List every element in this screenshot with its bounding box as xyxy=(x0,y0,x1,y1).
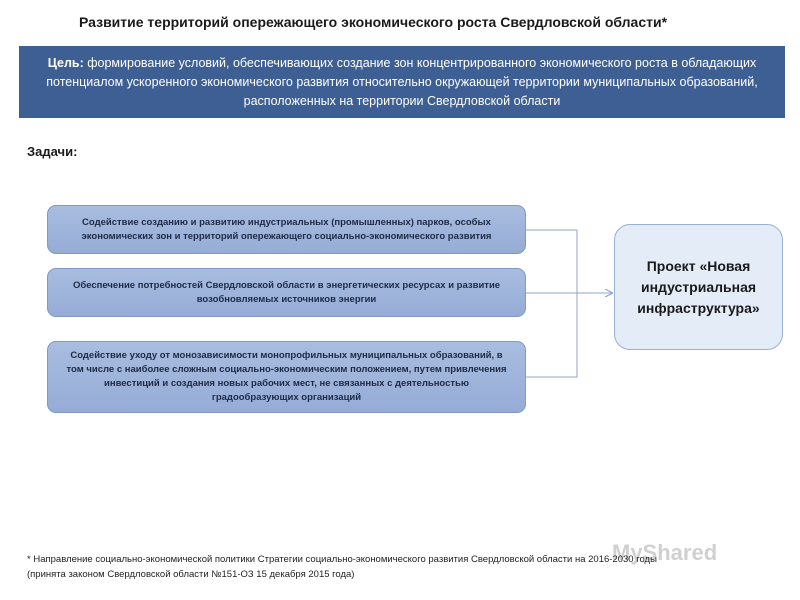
connector-from-task-3 xyxy=(526,293,577,377)
task-box-3: Содействие уходу от монозависимости монопрофильных муниципальных образований, в том числе с наиболее сложным социально-экономическим положением, путем привлечения инвестиций и создания новых рабочих мест, не связанных с деятельностью градообразующих организаций xyxy=(47,341,526,413)
goal-text: формирование условий, обеспечивающих создание зон концентрированного экономического роста в обладающих потенциалом ускоренного экономического развития относительно окружающей территории муниципальных образований, расположенных на территории Свердловской области xyxy=(46,56,758,108)
footnote xyxy=(27,552,767,582)
page-title: Развитие территорий опережающего экономического роста Свердловской области* xyxy=(79,14,668,30)
footnote-line-2: (принята законом Свердловской области №151-ОЗ 15 декабря 2015 года) xyxy=(27,569,355,580)
footnote-line-1: * Направление социально-экономической политики Стратегии социально-экономического развития Свердловской области на 2016-2030 годы xyxy=(27,554,657,565)
tasks-heading: Задачи: xyxy=(27,144,78,159)
watermark: MyShared xyxy=(612,540,718,565)
connector-from-task-1 xyxy=(526,230,577,293)
task-box-1: Содействие созданию и развитию индустриальных (промышленных) парков, особых экономических зон и территорий опережающего социально-экономического развития xyxy=(47,205,526,254)
task-box-2: Обеспечение потребностей Свердловской области в энергетических ресурсах и развитие возобновляемых источников энергии xyxy=(47,268,526,317)
project-box: Проект «Новая индустриальная инфраструктура» xyxy=(614,224,783,350)
goal-label: Цель: xyxy=(47,56,84,70)
